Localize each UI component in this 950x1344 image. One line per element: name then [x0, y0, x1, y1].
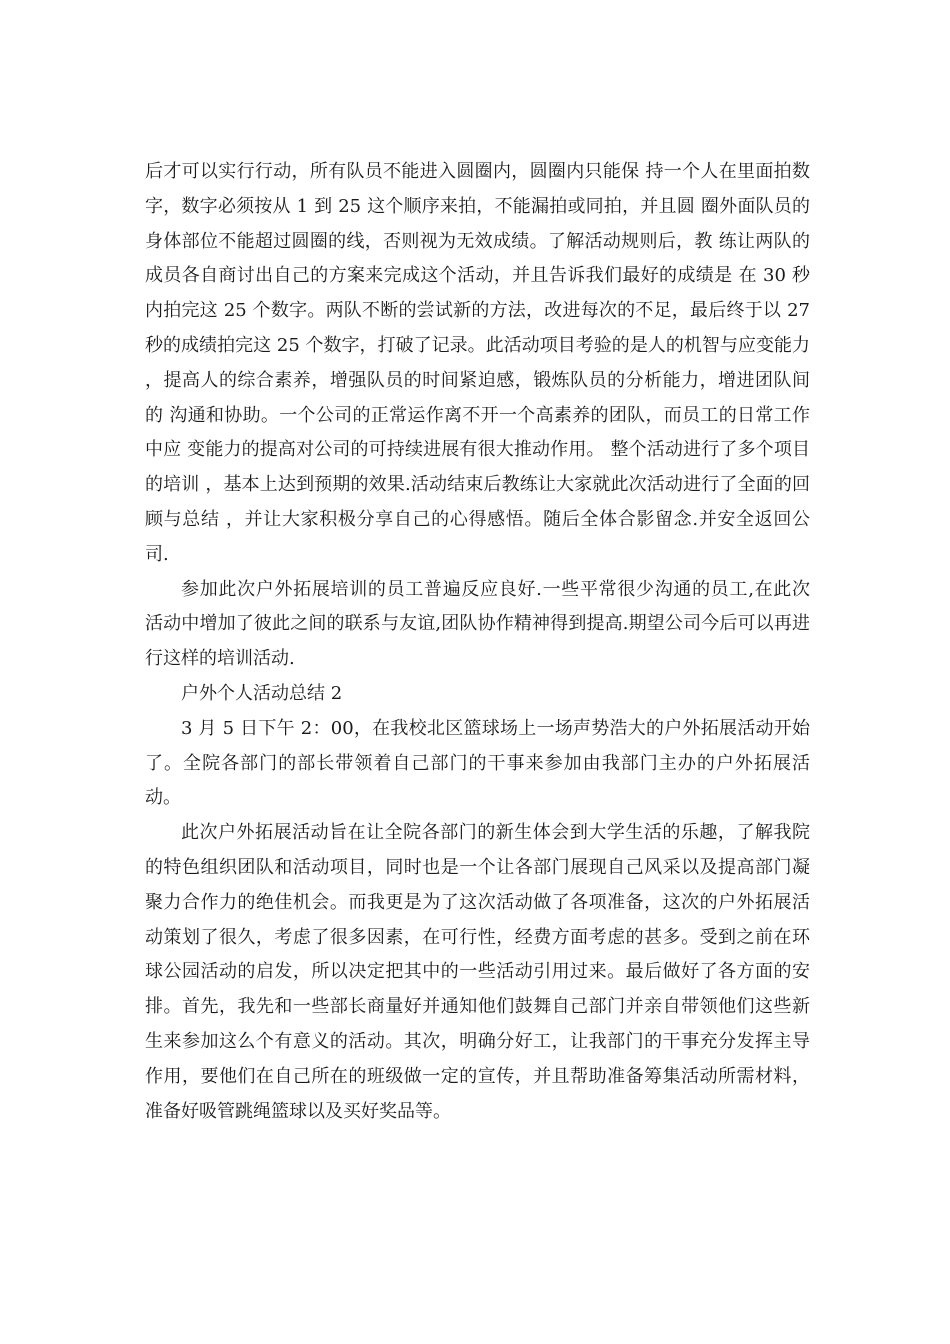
document-body	[145, 155, 810, 1129]
paragraph-event-purpose: 此次户外拓展活动旨在让全院各部门的新生体会到大学生活的乐趣，了解我院的特色组织团队和活动项目，同时也是一个让各部门展现自己风采以及提高部门凝聚力合作力的绝佳机会。而我更是为了这次活动做了各项准备，这次的户外拓展活动策划了很久，考虑了很多因素，在可行性，经费方面考虑的甚多。受到之前在环球公园活动的启发，所以决定把其中的一些活动引用过来。最后做好了各方面的安排。首先，我先和一些部长商量好并通知他们鼓舞自己部门并亲自带领他们这些新生来参加这么个有意义的活动。其次，明确分好工，让我部门的干事充分发挥主导作用，要他们在自己所在的班级做一定的宣传，并且帮助准备筹集活动所需材料，准备好吸管跳绳篮球以及买好奖品等。	[145, 822, 810, 1122]
paragraph-continuation: 后才可以实行行动，所有队员不能进入圆圈内，圆圈内只能保 持一个人在里面拍数字，数字必须按从 1 到 25 这个顺序来拍，不能漏拍或同拍，并且圆 圈外面队员的身体部位不能超过圆圈的线，否则视为无效成绩。了解活动规则后，教 练让两队的成员各自商讨出自己的方案来完成这个活动，并且告诉我们最好的成绩是 在 30 秒内拍完这 25 个数字。两队不断的尝试新的方法，改进每次的不足，最后终于以 27 秒的成绩拍完这 25 个数字，打破了记录。此活动项目考验的是人的机智与应变能力 ，提高人的综合素养，增强队员的时间紧迫感，锻炼队员的分析能力，增进团队间的 沟通和协助。一个公司的正常运作离不开一个高素养的团队，而员工的日常工作中应 变能力的提高对公司的可持续进展有很大推动作用。 整个活动进行了多个项目的培训 ，基本上达到预期的效果.活动结束后教练让大家就此次活动进行了全面的回顾与总结 ，并让大家积极分享自己的心得感悟。随后全体合影留念.并安全返回公司.	[145, 161, 810, 565]
section-heading: 户外个人活动总结 2	[181, 682, 343, 704]
paragraph-feedback: 参加此次户外拓展培训的员工普遍反应良好.一些平常很少沟通的员工,在此次 活动中增加了彼此之间的联系与友谊,团队协作精神得到提高.期望公司今后可以再进 行这样的培训活动.	[145, 578, 810, 670]
paragraph-event-start: 3 月 5 日下午 2：00，在我校北区篮球场上一场声势浩大的户外拓展活动开始了。全院各部门的部长带领着自己部门的干事来参加由我部门主办的户外拓展活动。	[145, 717, 810, 809]
